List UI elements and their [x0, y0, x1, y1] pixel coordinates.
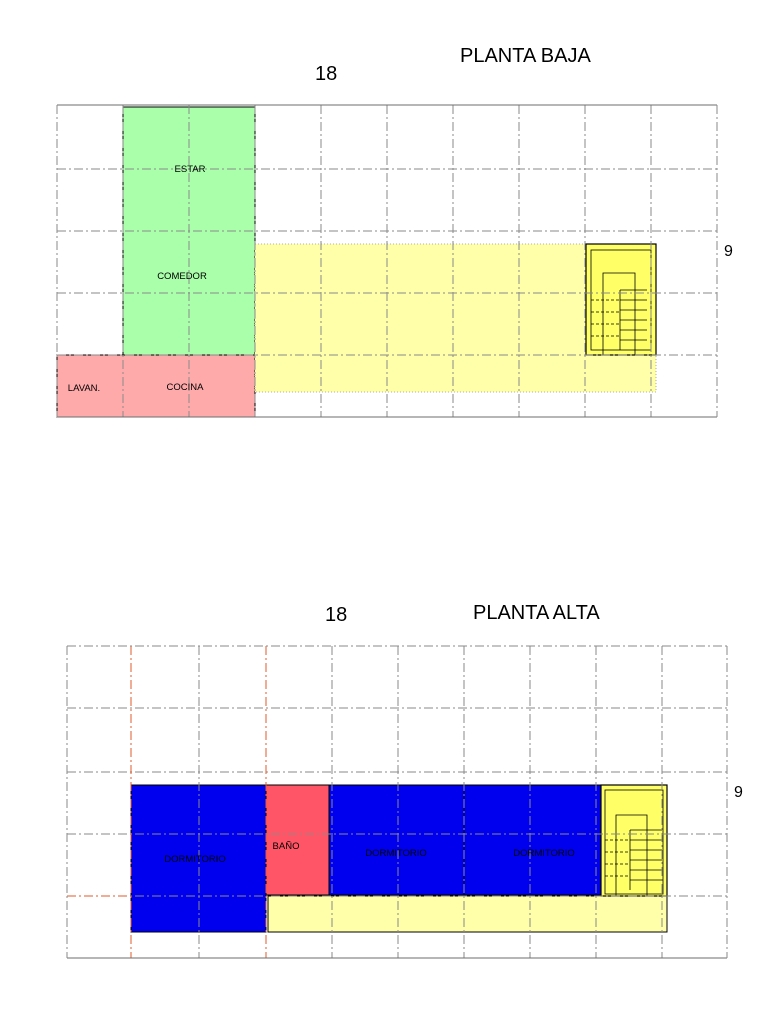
bano-area	[266, 785, 329, 895]
planta-baja-depth-label: 9	[724, 243, 733, 260]
planta-baja-width-label: 18	[315, 63, 338, 85]
staircase-baja	[586, 244, 656, 355]
room-label-lavan: LAVAN.	[67, 383, 101, 394]
room-label-dormitorio-3: DORMITORIO	[513, 848, 575, 859]
dormitorio-2-area	[329, 785, 464, 895]
staircase-alta	[601, 785, 667, 896]
room-label-cocina: COCINA	[166, 382, 204, 393]
room-label-comedor: COMEDOR	[157, 271, 207, 282]
planta-alta-title: PLANTA ALTA	[473, 602, 600, 624]
room-label-estar: ESTAR	[174, 164, 206, 175]
planta-alta	[67, 602, 743, 958]
planta-baja-title: PLANTA BAJA	[460, 45, 591, 67]
room-label-dormitorio-1: DORMITORIO	[164, 854, 226, 865]
planta-alta-width-label: 18	[325, 604, 348, 626]
planta-alta-depth-label: 9	[734, 784, 743, 801]
circulation-area-alta	[268, 896, 667, 932]
planta-baja	[57, 45, 733, 417]
room-label-bano: BAÑO	[272, 841, 300, 852]
room-label-dormitorio-2: DORMITORIO	[365, 848, 427, 859]
dormitorio-3-area	[464, 785, 601, 895]
